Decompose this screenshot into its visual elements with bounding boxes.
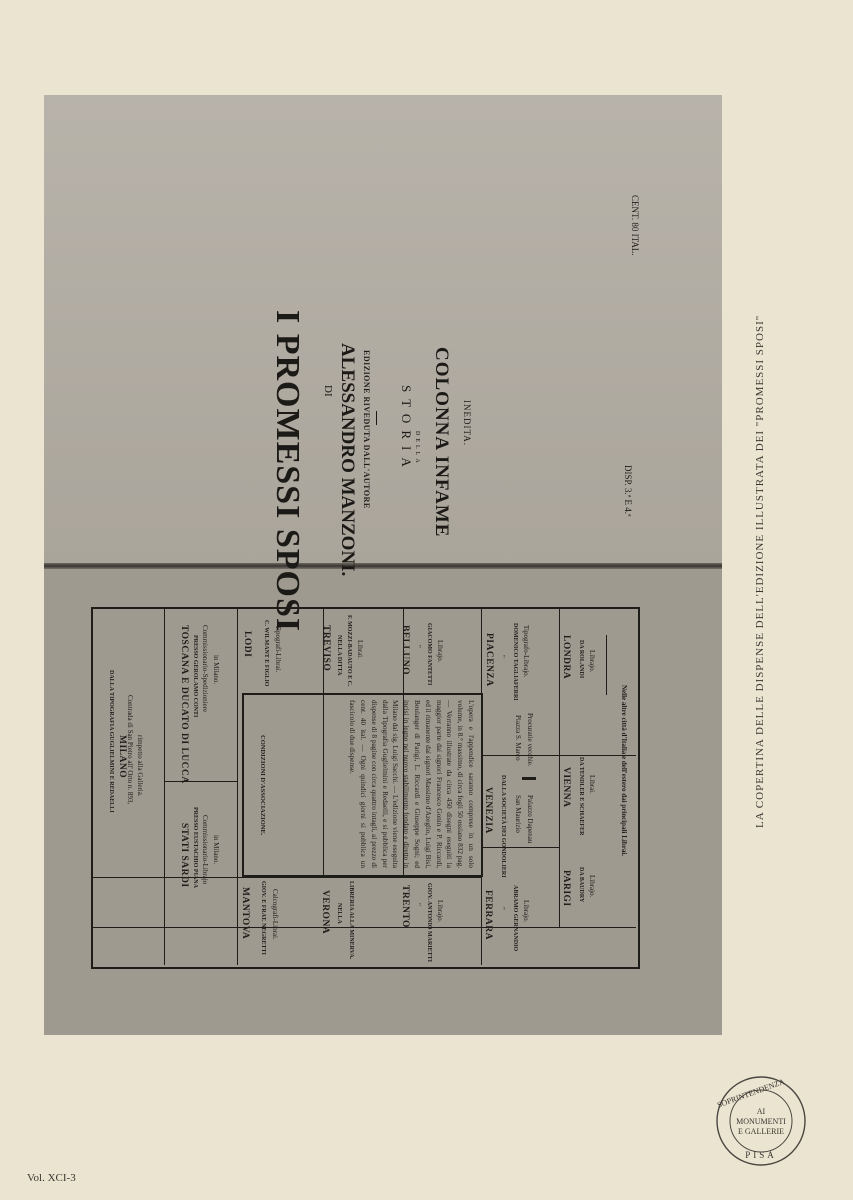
lodi-line1: C. WILMANT E FIGLIO [263,620,269,687]
venezia-left1: San Maurizio [514,795,522,833]
milano-line1: DALLA TIPOGRAFIA GUGLIELMINI E REDAELLI [108,670,114,813]
ferrara-line3: Librajo. [522,900,530,923]
toscana-line1: PRESSO GEROLAMO CONTI [192,635,198,718]
londra-heading: LONDRA [561,635,571,680]
venezia-left2: Palazzo Dapenau [526,795,534,844]
ferrara-line2: ABRAMO GERNANDIO [512,885,518,952]
divider [606,635,607,695]
piacenza-line3: Tipografo-Librajo. [522,625,530,678]
treviso-heading: TREVISO [321,625,331,672]
cover-dispense: DISP. 3.ª E 4.ª [623,465,633,517]
divider [164,781,237,782]
venezia-right1: Piazza S. Marco [514,715,522,761]
piacenza-line1: " [498,655,506,658]
mantova-line2: Calcografi-Librai. [271,889,279,940]
vienna-line2: Librai. [588,775,596,794]
divider [481,755,636,756]
cover-di: DI [322,385,334,397]
stati-sardi-heading: STATI SARDI [179,823,189,888]
vienna-heading: VIENNA [561,767,571,808]
toscana-line3: in Milano. [212,655,220,685]
cover-edition: EDIZIONE RIVEDUTA DALL'AUTORE [362,350,371,509]
cover-rule [376,411,377,425]
mantova-heading: MANTOVA [240,887,250,940]
parigi-line1: DA BAUDRY [578,867,584,903]
divider [164,607,165,965]
belluno-line3: Librajo. [436,640,444,663]
stamp-line3: MONUMENTI [736,1117,786,1126]
treviso-line2: F. MOZZI-BADAUTO E C. [346,615,352,687]
venezia-line1: DALLA SOCIETÀ DEI GONDOLIERI [500,775,506,878]
divider [481,847,559,848]
cover-inedita: INEDITA. [462,400,472,447]
toscana-line2: Commissionario-Spedizioniere [201,625,209,713]
cover-author: ALESSANDRO MANZONI. [337,343,358,577]
treviso-line1: NELLA DITTA [336,635,342,676]
cover-price: CENT. 80 ITAL. [630,195,640,256]
piacenza-line2: DOMENICO TAGLIAFERRI [512,623,518,701]
verona-line2: LIBRERIA ALLA MINERVA. [348,881,354,960]
table-footer: Nelle altre città d'Italia e dell'estero dai principali Librai. [620,685,628,857]
lodi-line2: Tipografi-Librai. [274,625,282,673]
vienna-line1: DA TENDLER E SCHAEFER [578,757,584,836]
toscana-heading: TOSCANA E DUCATO DI LUCCA [179,625,189,784]
conditions-text: L'opera e l'appendice saranno comprese in un solo volume, in 8.° massimo, di circa fogli 50 ossiano 832 pag. — Verranno illustrate da circa 450 disegni eseguiti la maggior parte dai signori Francesco Gonin e P. Riccardi, ed il rimanente dai signori Massimo d'Azeglio, Luigi Bisi, Boulanger di Parigi, L. Riccardi e Giuseppe Sogni; ed incisi in legno nel nuovo stabilimento fondato e diretto in Milano dal sig. Luigi Sacchi. — L'edizione viene eseguita dalla Tipografia Guglielmini e Redaelli, e si pubblica per dispense di 8 pagine con circa quattro intagli, al prezzo di cent. 40 ital. — Ogni quindici giorni si pubblica un fascicolo di due dispense. [348,700,475,868]
page-caption: LA COPERTINA DELLE DISPENSE DELL'EDIZIONE ILLUSTRATA DEI "PROMESSI SPOSI" [754,314,766,828]
belluno-line1: " [414,645,422,648]
venezia-right2: Procuratie vecchie. [526,713,534,767]
ferrara-heading: FERRARA [483,890,493,940]
divider [91,877,481,878]
venezia-heading: VENEZIA [483,787,493,834]
stati-sardi-line2: Commissionario-Librajo [201,815,209,885]
stati-sardi-line3: in Milano. [212,835,220,865]
verona-heading: VERONA [320,890,330,935]
conditions-heading: CONDIZIONI D'ASSOCIAZIONE. [259,735,266,836]
mantova-line1: GIOV. E FRAT. NEGRETTI [260,881,266,955]
stamp-line4: E GALLERIE [738,1127,784,1136]
volume-label: Vol. XCI-3 [27,1172,76,1184]
front-cover [44,95,722,565]
stamp-line2: AI [756,1107,766,1116]
fold-line [44,563,722,569]
library-stamp-icon [714,1074,808,1168]
milano-heading: MILANO [117,735,127,779]
ferrara-line1: " [498,907,506,910]
cover-photograph [44,95,722,1035]
treviso-line3: Librai. [356,640,364,659]
parigi-line2: Librajo. [588,875,596,898]
londra-line1: DA ROLANDI [578,640,584,679]
belluno-line2: GIACOMO FANTETTI [426,623,432,686]
trento-heading: TRENTO [400,885,410,928]
stamp-line5: PISA [745,1150,777,1160]
piacenza-heading: PIACENZA [484,633,494,687]
milano-line2: Contrada di San Pietro all' Orto n. 893, [126,695,134,805]
venezia-separator [522,777,536,780]
milano-line3: rimpetto alla Galleria. [136,735,144,797]
trento-line3: Librajo. [436,900,444,923]
trento-line1: " [414,903,422,906]
cover-della: DELLA [414,431,420,466]
cover-colonna: COLONNA INFAME [431,347,452,538]
verona-line1: NELLA [336,903,342,924]
lodi-heading: LODI [242,631,252,658]
divider [559,607,560,927]
londra-line2: Librajo. [588,650,596,673]
cover-storia: STORIA [399,385,414,474]
trento-line2: GIOV. ANTONIO MARIETTI [426,883,432,962]
stamp-line1: SOPRINTENDENZA [715,1076,786,1110]
parigi-heading: PARIGI [561,870,571,907]
cover-title: I PROMESSI SPOSI [269,310,306,633]
belluno-heading: BELLUNO [400,625,410,675]
stati-sardi-line1: PRESSO EUSTACHIO PIANA [192,807,198,888]
divider [237,607,238,965]
divider [91,927,636,928]
